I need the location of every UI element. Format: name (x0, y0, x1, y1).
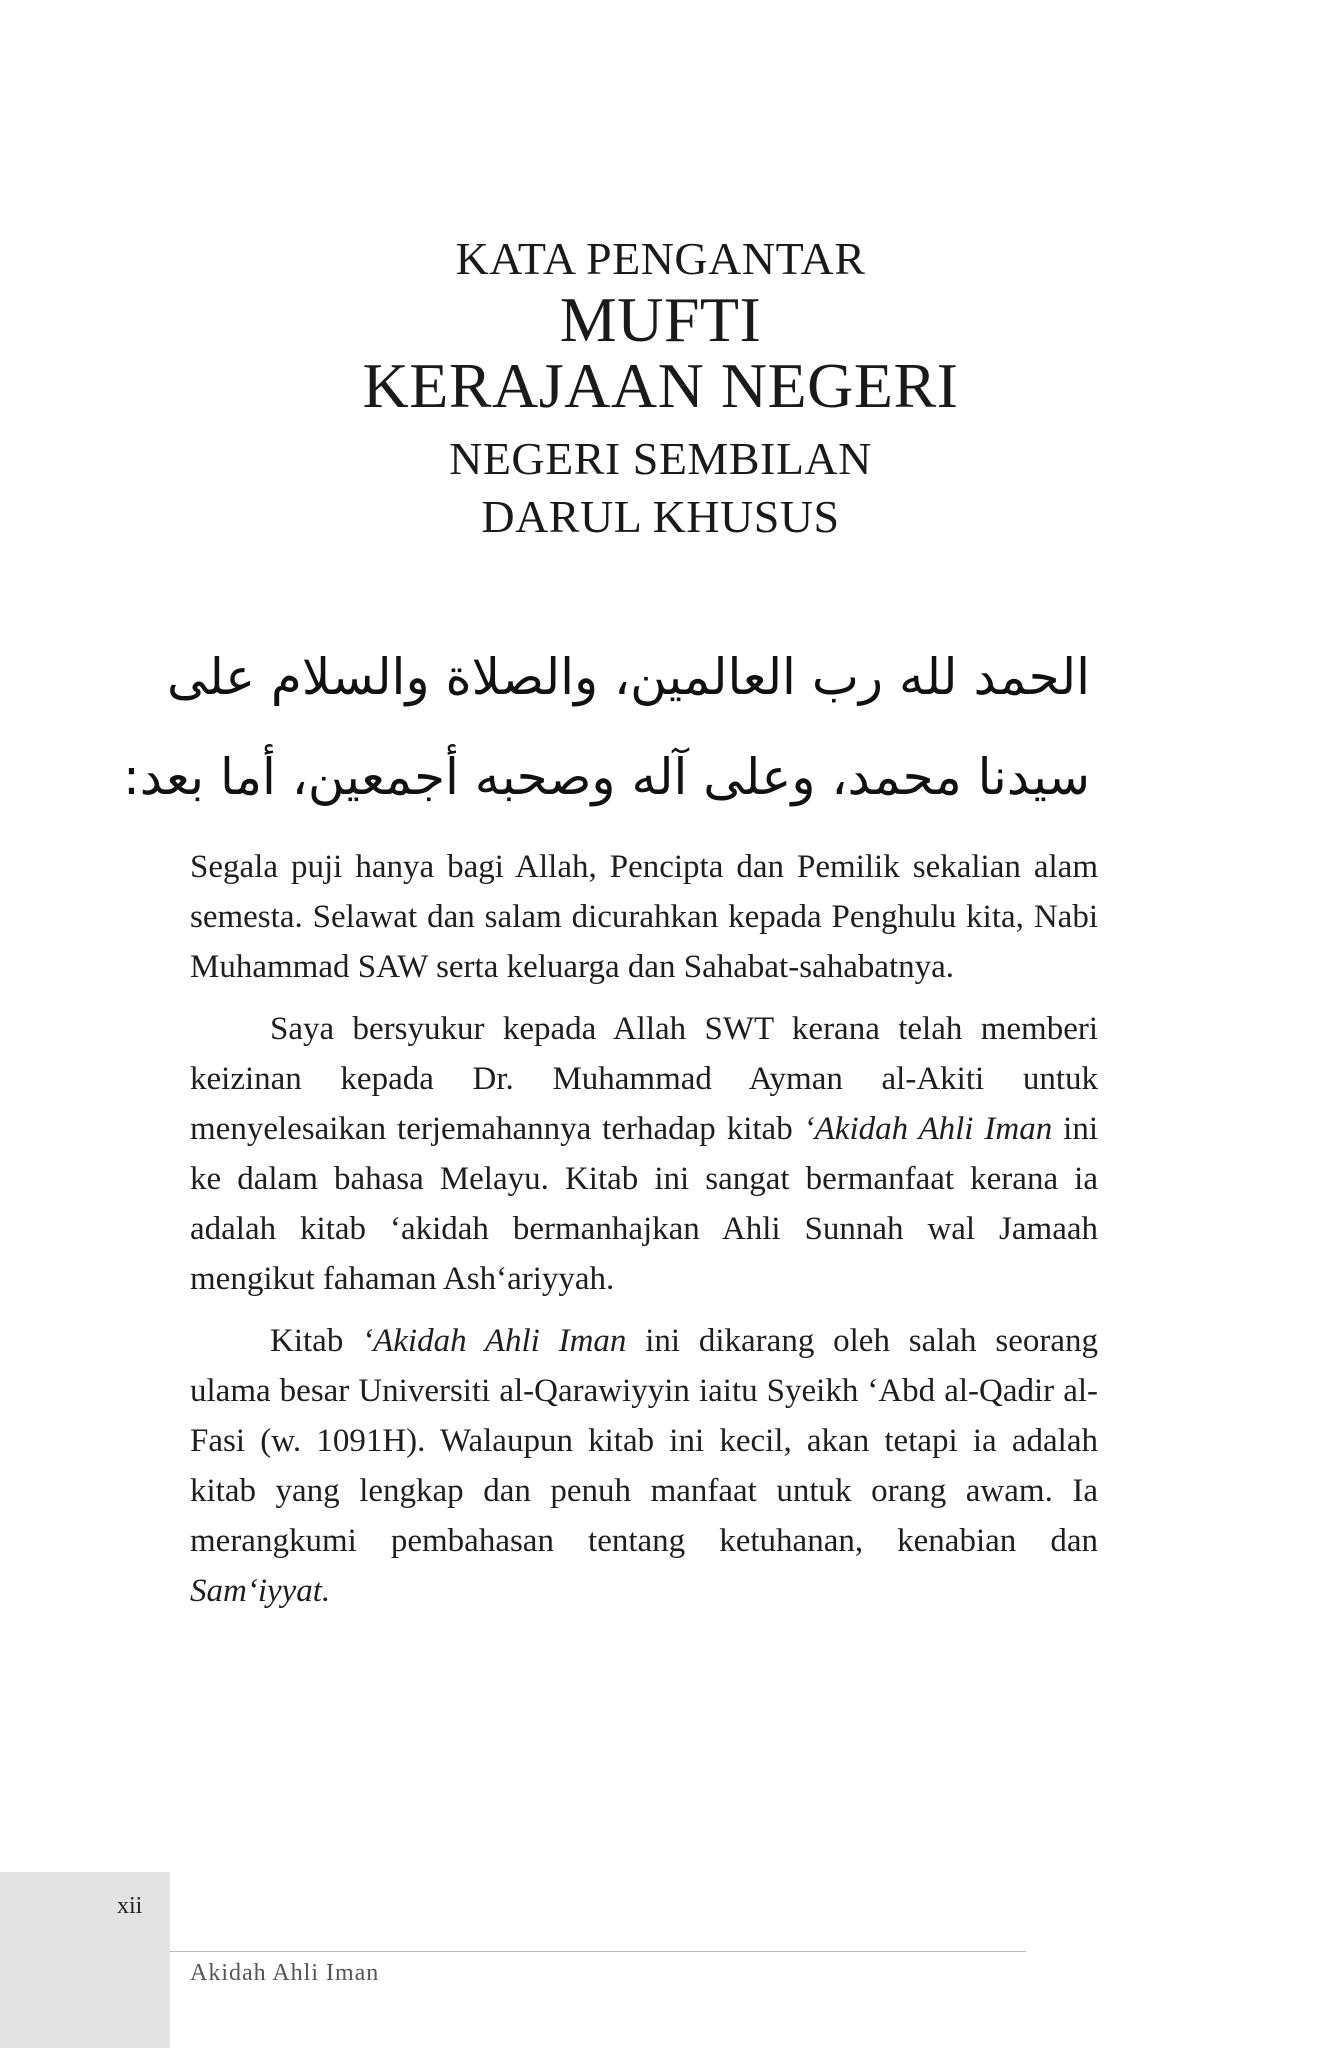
heading-mufti: MUFTI (559, 284, 762, 355)
paragraph-2-text-end: ini ke dalam bahasa Melayu. Kitab ini sangat bermanfaat kerana ia adalah kitab ‘akidah bermanhajkan Ahli Sunnah wal Jamaah mengikut fahaman Ash‘ariyyah. (190, 1111, 1098, 1297)
heading-kerajaan-negeri: KERAJAAN NEGERI (362, 350, 959, 421)
heading-darul-khusus: DARUL KHUSUS (481, 491, 840, 542)
page-number: xii (117, 1893, 143, 1919)
body-text (190, 842, 1098, 1628)
paragraph-2 (190, 1004, 1098, 1304)
arabic-invocation-line-1: الحمد لله رب العالمين، والصلاة والسلام على (166, 648, 1090, 706)
paragraph-3-text-middle: ini dikarang oleh salah seorang ulama besar Universiti al-Qarawiyyin iaitu Syeikh ‘Abd al-Qadir al-Fasi (w. 1091H). Walaupun kitab ini kecil, akan tetapi ia adalah kitab yang lengkap dan penuh manfaat untuk orang awam. Ia merangkumi pembahasan tentang ketuhanan, kenabian dan (190, 1323, 1098, 1559)
paragraph-3 (190, 1316, 1098, 1616)
book-title-italic: ‘Akidah Ahli Iman (362, 1323, 627, 1359)
term-samiyyat-italic: Sam‘iyyat. (190, 1573, 331, 1609)
paragraph-1 (190, 842, 1098, 992)
paragraph-2-text-start: Saya bersyukur kepada Allah SWT kerana telah memberi keizinan kepada Dr. Muhammad Ayman al-Akiti untuk menyelesaikan terjemahannya terhadap kitab (190, 1011, 1098, 1147)
heading-negeri-sembilan: NEGERI SEMBILAN (449, 433, 872, 484)
paragraph-3-text-start: Kitab (270, 1323, 363, 1359)
footer-divider (170, 1951, 1026, 1952)
paragraph-1-text: Segala puji hanya bagi Allah, Pencipta dan Pemilik sekalian alam semesta. Selawat dan salam dicurahkan kepada Penghulu kita, Nabi Muhammad SAW serta keluarga dan Sahabat-sahabatnya. (190, 849, 1098, 985)
heading-kata-pengantar: KATA PENGANTAR (455, 233, 866, 284)
page-corner-strip (0, 1872, 170, 2048)
arabic-invocation-line-2: سيدنا محمد، وعلى آله وصحبه أجمعين، أما بعد: (122, 748, 1090, 806)
book-title-italic: ‘Akidah Ahli Iman (803, 1111, 1053, 1147)
running-footer-title: Akidah Ahli Iman (190, 1960, 380, 1986)
